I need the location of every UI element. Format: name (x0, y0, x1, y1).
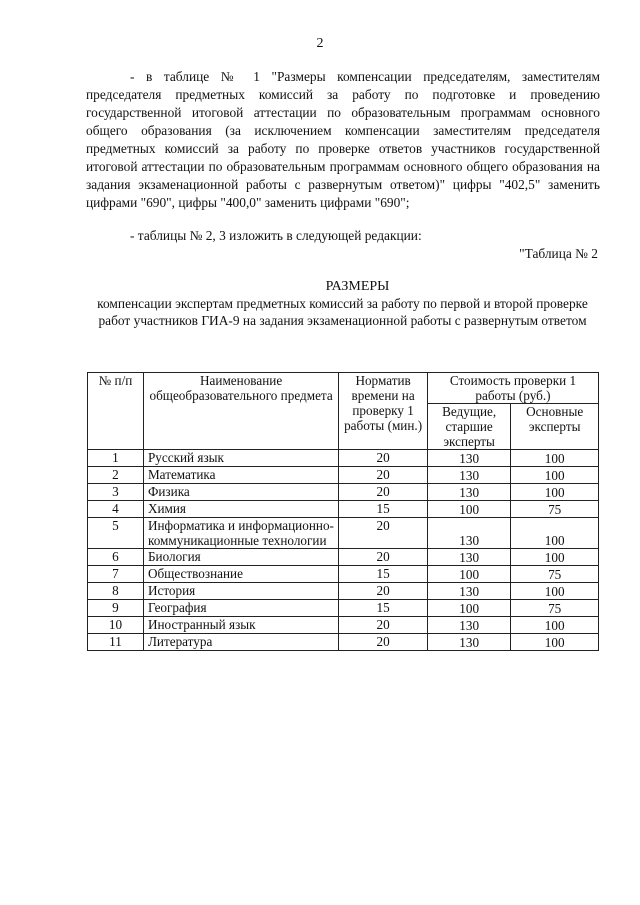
row-number: 2 (88, 467, 144, 484)
row-basic-cost: 100 (511, 634, 599, 651)
header-number: № п/п (88, 373, 144, 450)
row-subject: Информатика и информационно-коммуникационные технологии (143, 518, 338, 549)
row-lead-cost: 130 (427, 634, 510, 651)
amendment-paragraph-1: - в таблице № 1 "Размеры компенсации председателям, заместителям председателя предметных комиссий за работу по подготовке и проведению государственной итоговой аттестации по образовательным программам основного общего образования (за исключением компенсации заместителям председателя предметных комиссий за работу по проверке ответов участников государственной итоговой аттестации по образовательным программам основного общего образования на задания экзаменационной работы с развернутым ответом)" цифры "402,5" заменить цифрами "690", цифры "400,0" заменить цифрами "690"; (86, 69, 600, 210)
row-number: 3 (88, 484, 144, 501)
row-subject: История (143, 583, 338, 600)
table-row (88, 467, 599, 484)
row-subject: Литература (143, 634, 338, 651)
row-lead-cost: 100 (427, 566, 510, 583)
row-basic-cost: 75 (511, 566, 599, 583)
row-subject: География (143, 600, 338, 617)
row-lead-cost: 130 (427, 467, 510, 484)
row-number: 1 (88, 450, 144, 467)
row-norm: 15 (339, 501, 428, 518)
row-norm: 20 (339, 450, 428, 467)
table-row (88, 518, 599, 549)
row-subject: Русский язык (143, 450, 338, 467)
row-number: 9 (88, 600, 144, 617)
table-row (88, 617, 599, 634)
header-subject: Наименование общеобразовательного предмета (143, 373, 338, 450)
table-reference: "Таблица № 2 (519, 246, 598, 261)
table-row (88, 484, 599, 501)
row-norm: 20 (339, 518, 428, 549)
row-subject: Математика (143, 467, 338, 484)
row-norm: 20 (339, 484, 428, 501)
table-row (88, 583, 599, 600)
row-lead-cost: 130 (427, 549, 510, 566)
row-lead-cost: 130 (427, 518, 510, 549)
row-basic-cost: 100 (511, 467, 599, 484)
row-number: 8 (88, 583, 144, 600)
row-basic-cost: 100 (511, 518, 599, 549)
row-norm: 20 (339, 634, 428, 651)
header-basic-experts: Основные эксперты (511, 404, 599, 450)
header-norm: Норматив времени на проверку 1 работы (мин.) (339, 373, 428, 450)
header-cost: Стоимость проверки 1 работы (руб.) (427, 373, 598, 404)
row-norm: 20 (339, 583, 428, 600)
row-basic-cost: 100 (511, 583, 599, 600)
document-subtitle: компенсации экспертам предметных комиссий за работу по первой и второй проверке работ участников ГИА-9 на задания экзаменационной работы с развернутым ответом (97, 296, 588, 328)
row-norm: 20 (339, 549, 428, 566)
row-basic-cost: 100 (511, 617, 599, 634)
page-number: 2 (316, 36, 324, 51)
row-subject: Биология (143, 549, 338, 566)
row-number: 5 (88, 518, 144, 549)
row-basic-cost: 75 (511, 501, 599, 518)
table-row (88, 450, 599, 467)
row-subject: Физика (143, 484, 338, 501)
row-norm: 15 (339, 566, 428, 583)
table-body (88, 450, 599, 651)
row-basic-cost: 100 (511, 484, 599, 501)
row-number: 11 (88, 634, 144, 651)
row-subject: Иностранный язык (143, 617, 338, 634)
row-basic-cost: 100 (511, 450, 599, 467)
table-row (88, 549, 599, 566)
table-row (88, 634, 599, 651)
row-lead-cost: 100 (427, 600, 510, 617)
amendment-paragraph-2: - таблицы № 2, 3 изложить в следующей редакции: (130, 228, 422, 243)
row-basic-cost: 75 (511, 600, 599, 617)
row-number: 6 (88, 549, 144, 566)
row-number: 7 (88, 566, 144, 583)
compensation-table (87, 372, 599, 651)
row-norm: 20 (339, 467, 428, 484)
header-lead-experts: Ведущие, старшие эксперты (427, 404, 510, 450)
row-lead-cost: 130 (427, 617, 510, 634)
row-subject: Обществознание (143, 566, 338, 583)
row-number: 10 (88, 617, 144, 634)
row-lead-cost: 130 (427, 484, 510, 501)
table-header-row (88, 373, 599, 404)
row-norm: 15 (339, 600, 428, 617)
row-subject: Химия (143, 501, 338, 518)
table-row (88, 600, 599, 617)
row-lead-cost: 100 (427, 501, 510, 518)
row-norm: 20 (339, 617, 428, 634)
row-lead-cost: 130 (427, 583, 510, 600)
row-number: 4 (88, 501, 144, 518)
document-title: РАЗМЕРЫ (325, 279, 390, 294)
table-row (88, 501, 599, 518)
table-row (88, 566, 599, 583)
row-lead-cost: 130 (427, 450, 510, 467)
row-basic-cost: 100 (511, 549, 599, 566)
